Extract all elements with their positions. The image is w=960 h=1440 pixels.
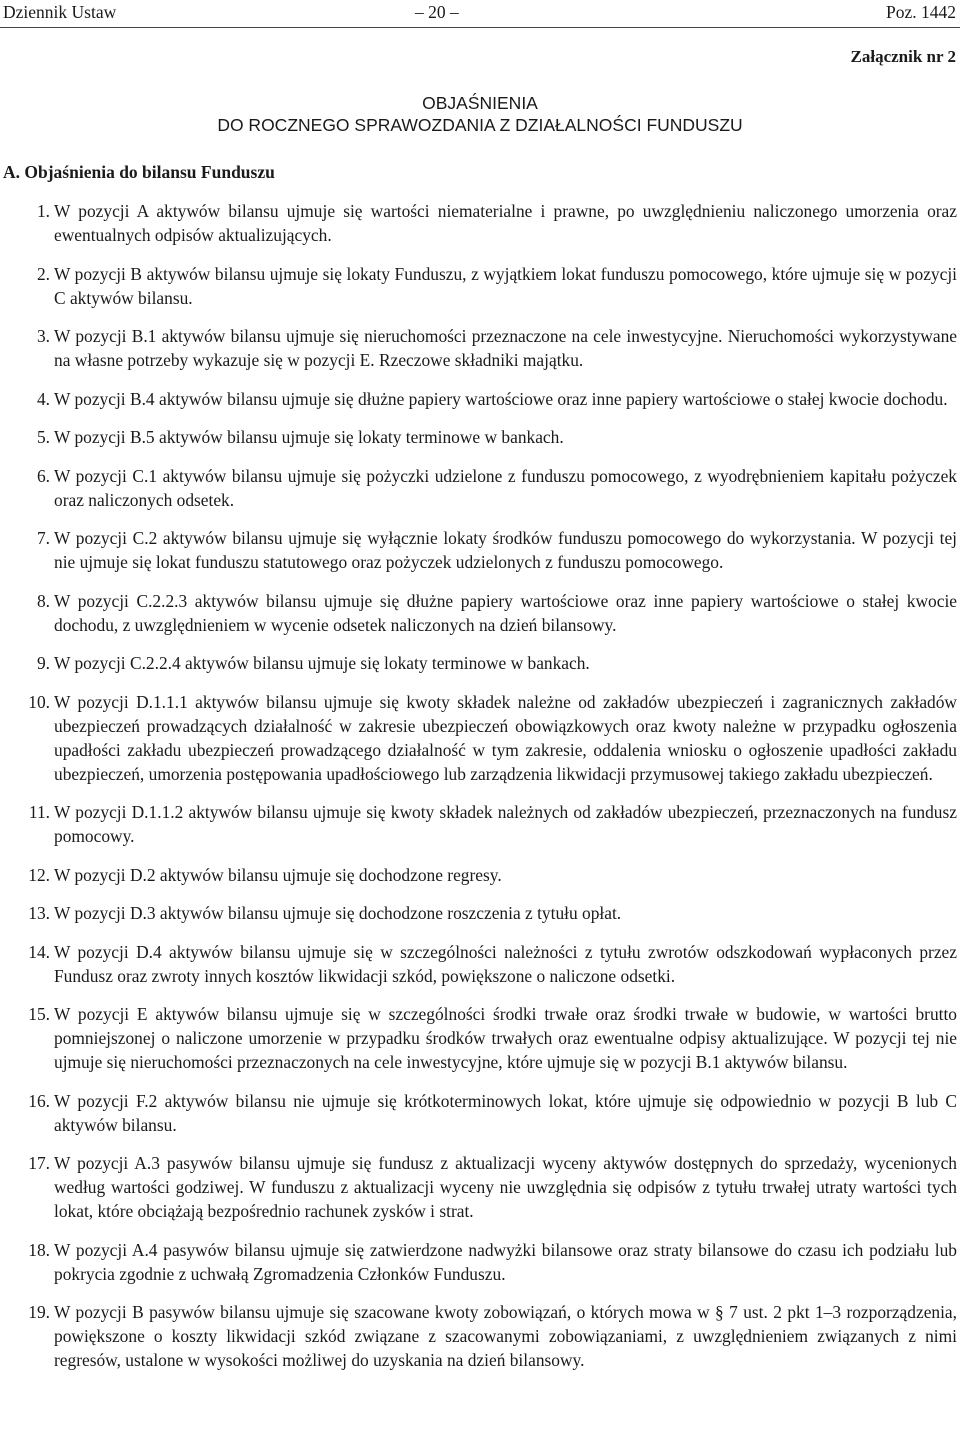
list-item bbox=[0, 589, 957, 637]
item-number: 15. bbox=[28, 1004, 50, 1024]
item-text: W pozycji B pasywów bilansu ujmuje się szacowane kwoty zobowiązań, o których mowa w § 7 ust. 2 pkt 1–3 rozporządzenia, powiększone o koszty likwidacji szkód związane z szacowanymi zobowiązaniami, z uwzględnieniem związanych z nimi regresów, ustalone w wysokości możliwej do uzyskania na dzień bilansowy. bbox=[54, 1302, 957, 1370]
item-number: 7. bbox=[36, 528, 50, 548]
item-text: W pozycji D.1.1.1 aktywów bilansu ujmuje się kwoty składek należne od zakładów ubezpieczeń i zagranicznych zakładów ubezpieczeń prowadzących działalność w zakresie ubezpieczeń obowiązkowych oraz kwoty należne w przypadku ogłoszenia upadłości zakładu ubezpieczeń prowadzącego działalność w tym zakresie, oddalenia wniosku o ogłoszenie upadłości zakładu ubezpieczeń, umorzenia postępowania upadłościowego lub zarządzenia likwidacji przymusowej takiego zakładu ubezpieczeń. bbox=[54, 691, 957, 784]
list-item bbox=[0, 863, 957, 887]
item-text: W pozycji A.3 pasywów bilansu ujmuje się fundusz z aktualizacji wyceny aktywów dostępnych do sprzedaży, wycenionych według wartości godziwej. W funduszu z aktualizacji wyceny nie uwzględnia się odpisów z tytułu trwałej utraty wartości tych lokat, które obciążają bezpośrednio rachunek zysków i strat. bbox=[54, 1153, 957, 1221]
list-item bbox=[0, 1089, 957, 1137]
position-number: Poz. 1442 bbox=[886, 2, 956, 22]
item-text: W pozycji D.4 aktywów bilansu ujmuje się w szczególności należności z tytułu zwrotów odszkodowań wypłaconych przez Fundusz oraz zwroty innych kosztów likwidacji szkód, powiększone o naliczone odsetki. bbox=[54, 941, 957, 986]
item-number: 18. bbox=[28, 1239, 50, 1260]
header-divider bbox=[0, 27, 960, 28]
section-heading: A. Objaśnienia do bilansu Funduszu bbox=[3, 162, 275, 182]
annex-label: Załącznik nr 2 bbox=[850, 47, 956, 66]
item-number: 6. bbox=[36, 465, 50, 486]
list-item bbox=[0, 1002, 957, 1074]
item-number: 9. bbox=[36, 653, 50, 673]
list-item bbox=[0, 1238, 957, 1286]
list-item bbox=[0, 800, 957, 848]
item-number: 4. bbox=[36, 388, 50, 409]
item-number: 19. bbox=[28, 1302, 50, 1322]
item-text: W pozycji C.2 aktywów bilansu ujmuje się wyłącznie lokaty środków funduszu pomocowego do wykorzystania. W pozycji tej nie ujmuje się lokat funduszu statutowego oraz pożyczek udzielonych z funduszu pomocowego. bbox=[54, 528, 957, 572]
list-item bbox=[0, 324, 957, 372]
list-item bbox=[0, 940, 957, 988]
item-number: 12. bbox=[28, 864, 50, 885]
item-number: 5. bbox=[36, 427, 50, 447]
item-text: W pozycji C.1 aktywów bilansu ujmuje się pożyczki udzielone z funduszu pomocowego, z wyodrębnieniem kapitału pożyczek oraz naliczonych odsetek. bbox=[54, 465, 957, 510]
list-item bbox=[0, 387, 957, 411]
item-text: W pozycji C.2.2.4 aktywów bilansu ujmuje się lokaty terminowe w bankach. bbox=[54, 653, 590, 673]
page-header bbox=[0, 0, 960, 26]
item-text: W pozycji B aktywów bilansu ujmuje się lokaty Funduszu, z wyjątkiem lokat funduszu pomocowego, które ujmuje się w pozycji C aktywów bilansu. bbox=[54, 263, 957, 308]
list-item bbox=[0, 651, 957, 675]
item-text: W pozycji E aktywów bilansu ujmuje się w szczególności środki trwałe oraz środki trwałe w budowie, w wartości brutto pomniejszonej o naliczone umorzenie w przypadku środków trwałych oraz ewentualne odpisy aktualizujące. W pozycji tej nie ujmuje się nieruchomości przeznaczonych na cele inwestycyjne, które ujmuje się w pozycji B.1 aktywów bilansu. bbox=[54, 1004, 957, 1072]
title-line-2: DO ROCZNEGO SPRAWOZDANIA Z DZIAŁALNOŚCI FUNDUSZU bbox=[217, 115, 743, 135]
page-number: – 20 – bbox=[415, 2, 459, 22]
list-item bbox=[0, 464, 957, 512]
explanations-list bbox=[0, 199, 957, 1387]
item-number: 11. bbox=[28, 802, 50, 822]
list-item bbox=[0, 1151, 957, 1223]
item-number: 14. bbox=[28, 941, 50, 962]
list-item bbox=[0, 901, 957, 925]
list-item bbox=[0, 1300, 957, 1372]
item-text: W pozycji B.4 aktywów bilansu ujmuje się dłużne papiery wartościowe oraz inne papiery wartościowe o stałej kwocie dochodu. bbox=[54, 388, 948, 409]
item-text: W pozycji D.3 aktywów bilansu ujmuje się dochodzone roszczenia z tytułu opłat. bbox=[54, 903, 622, 923]
item-text: W pozycji B.1 aktywów bilansu ujmuje się nieruchomości przeznaczone na cele inwestycyjne. Nieruchomości wykorzystywane na własne potrzeby wykazuje się w pozycji E. Rzeczowe składniki majątku. bbox=[54, 326, 957, 370]
item-text: W pozycji A aktywów bilansu ujmuje się wartości niematerialne i prawne, po uwzględnieniu naliczonego umorzenia oraz ewentualnych odpisów aktualizujących. bbox=[54, 201, 957, 245]
item-number: 3. bbox=[36, 326, 50, 346]
item-text: W pozycji C.2.2.3 aktywów bilansu ujmuje się dłużne papiery wartościowe oraz inne papiery wartościowe o stałej kwocie dochodu, z uwzględnieniem w wycenie odsetek naliczonych na dzień bilansowy. bbox=[54, 590, 957, 635]
item-number: 16. bbox=[28, 1090, 50, 1111]
list-item bbox=[0, 690, 957, 786]
item-text: W pozycji A.4 pasywów bilansu ujmuje się zatwierdzone nadwyżki bilansowe oraz straty bilansowe do czasu ich podziału lub pokrycia zgodnie z uchwałą Zgromadzenia Członków Funduszu. bbox=[54, 1239, 957, 1284]
item-text: W pozycji B.5 aktywów bilansu ujmuje się lokaty terminowe w bankach. bbox=[54, 427, 564, 447]
item-number: 8. bbox=[36, 590, 50, 611]
journal-name: Dziennik Ustaw bbox=[3, 2, 117, 22]
item-text: W pozycji D.1.1.2 aktywów bilansu ujmuje się kwoty składek należnych od zakładów ubezpieczeń, przeznaczonych na fundusz pomocowy. bbox=[54, 802, 957, 846]
list-item bbox=[0, 526, 957, 574]
list-item bbox=[0, 199, 957, 247]
item-text: W pozycji F.2 aktywów bilansu nie ujmuje się krótkoterminowych lokat, które ujmuje się odpowiednio w pozycji B lub C aktywów bilansu. bbox=[54, 1090, 957, 1135]
item-text: W pozycji D.2 aktywów bilansu ujmuje się dochodzone regresy. bbox=[54, 864, 502, 885]
item-number: 10. bbox=[28, 691, 50, 712]
document-title bbox=[0, 92, 960, 136]
item-number: 1. bbox=[36, 201, 50, 221]
item-number: 13. bbox=[28, 903, 50, 923]
title-line-1: OBJAŚNIENIA bbox=[422, 93, 538, 113]
list-item bbox=[0, 262, 957, 310]
item-number: 2. bbox=[36, 263, 50, 284]
item-number: 17. bbox=[28, 1153, 50, 1173]
list-item bbox=[0, 425, 957, 449]
